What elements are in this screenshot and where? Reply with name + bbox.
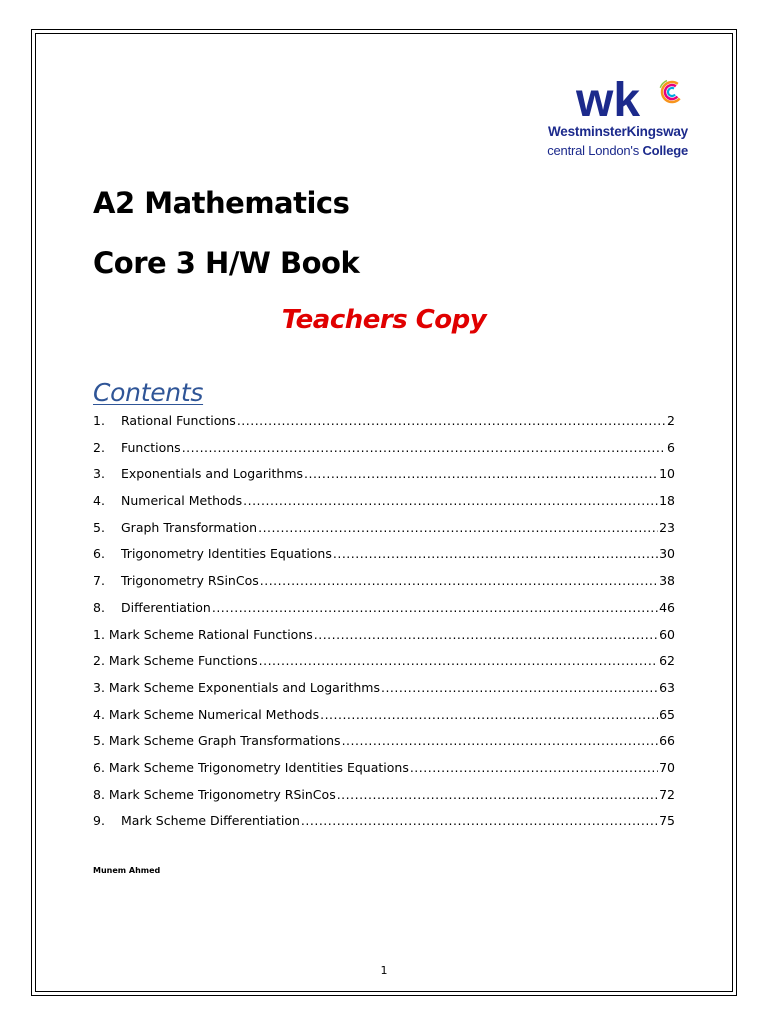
toc-dot-leader xyxy=(381,680,658,695)
table-of-contents xyxy=(93,413,675,840)
toc-entry[interactable] xyxy=(93,653,675,680)
toc-entry-number: 4. xyxy=(93,493,105,509)
contents-heading: Contents xyxy=(93,378,204,407)
toc-dot-leader xyxy=(212,600,658,615)
toc-entry-page: 6 xyxy=(667,439,675,455)
toc-dot-leader xyxy=(320,707,658,722)
toc-entry-title: 6. Mark Scheme Trigonometry Identities Equations xyxy=(93,759,409,775)
toc-entry-title: 5. Mark Scheme Graph Transformations xyxy=(93,733,341,749)
toc-entry[interactable] xyxy=(93,520,675,547)
toc-entry[interactable] xyxy=(93,493,675,520)
toc-dot-leader xyxy=(301,813,658,828)
toc-entry-page: 23 xyxy=(659,519,675,535)
toc-entry-page: 75 xyxy=(659,813,675,829)
page-number: 1 xyxy=(380,964,388,977)
toc-entry-page: 72 xyxy=(659,786,675,802)
toc-entry-page: 70 xyxy=(659,759,675,775)
toc-entry-number: 3. xyxy=(93,466,105,482)
toc-entry[interactable] xyxy=(93,466,675,493)
toc-entry-title: 4. Mark Scheme Numerical Methods xyxy=(93,706,320,722)
document-title: A2 Mathematics xyxy=(93,186,350,220)
toc-dot-leader xyxy=(243,493,658,508)
toc-entry[interactable] xyxy=(93,627,675,654)
toc-dot-leader xyxy=(237,413,666,428)
toc-dot-leader xyxy=(260,573,658,588)
toc-dot-leader xyxy=(342,733,659,748)
toc-entry-title: Mark Scheme Differentiation xyxy=(121,813,300,829)
toc-entry-title: Trigonometry Identities Equations xyxy=(121,546,332,562)
toc-dot-leader xyxy=(314,627,658,642)
toc-entry-page: 62 xyxy=(659,653,675,669)
toc-dot-leader xyxy=(259,653,658,668)
toc-entry[interactable] xyxy=(93,813,675,840)
toc-entry-page: 18 xyxy=(659,493,675,509)
toc-entry-title: Exponentials and Logarithms xyxy=(121,466,304,482)
toc-entry-page: 10 xyxy=(659,466,675,482)
logo-tagline: central London's College xyxy=(547,143,688,158)
college-logo xyxy=(514,78,694,162)
toc-entry[interactable] xyxy=(93,707,675,734)
toc-entry-number: 1. xyxy=(93,413,105,428)
toc-dot-leader xyxy=(304,466,658,481)
document-subtitle-book: Core 3 H/W Book xyxy=(93,246,360,280)
toc-entry[interactable] xyxy=(93,787,675,814)
toc-entry[interactable] xyxy=(93,733,675,760)
toc-entry[interactable] xyxy=(93,600,675,627)
toc-entry-page: 38 xyxy=(659,573,675,589)
toc-entry-number: 2. xyxy=(93,439,105,455)
toc-entry[interactable] xyxy=(93,440,675,467)
toc-entry-number: 5. xyxy=(93,519,105,535)
author-name: Munem Ahmed xyxy=(93,866,161,875)
toc-entry-number: 7. xyxy=(93,573,105,589)
toc-entry-page: 2 xyxy=(667,413,675,428)
toc-entry-number: 8. xyxy=(93,599,105,615)
toc-entry-title: Graph Transformation xyxy=(121,519,258,535)
toc-entry[interactable] xyxy=(93,680,675,707)
toc-dot-leader xyxy=(333,546,658,561)
toc-entry-title: Trigonometry RSinCos xyxy=(121,573,259,589)
toc-entry-page: 65 xyxy=(659,706,675,722)
toc-entry-title: Rational Functions xyxy=(121,413,236,428)
teachers-copy-label: Teachers Copy xyxy=(281,305,487,335)
logo-mark-text: wk xyxy=(576,78,641,122)
toc-entry-page: 30 xyxy=(659,546,675,562)
toc-entry[interactable] xyxy=(93,760,675,787)
logo-college-name: WestminsterKingsway xyxy=(548,124,688,139)
toc-dot-leader xyxy=(337,787,658,802)
toc-entry-title: Numerical Methods xyxy=(121,493,243,509)
toc-entry-page: 46 xyxy=(659,599,675,615)
toc-entry-title: 3. Mark Scheme Exponentials and Logarithms xyxy=(93,679,380,695)
toc-entry-title: Differentiation xyxy=(121,599,211,615)
toc-entry-title: 1. Mark Scheme Rational Functions xyxy=(93,626,313,642)
toc-dot-leader xyxy=(258,520,658,535)
wkc-logo-mark xyxy=(576,78,686,122)
toc-entry-page: 60 xyxy=(659,626,675,642)
toc-entry-title: 2. Mark Scheme Functions xyxy=(93,653,258,669)
toc-dot-leader xyxy=(410,760,658,775)
toc-entry[interactable] xyxy=(93,546,675,573)
toc-entry[interactable] xyxy=(93,573,675,600)
toc-dot-leader xyxy=(182,440,666,455)
toc-entry-page: 66 xyxy=(659,733,675,749)
toc-entry[interactable] xyxy=(93,413,675,440)
toc-entry-number: 6. xyxy=(93,546,105,562)
toc-entry-title: 8. Mark Scheme Trigonometry RSinCos xyxy=(93,786,336,802)
toc-entry-number: 9. xyxy=(93,813,105,829)
toc-entry-title: Functions xyxy=(121,439,181,455)
toc-entry-page: 63 xyxy=(659,679,675,695)
